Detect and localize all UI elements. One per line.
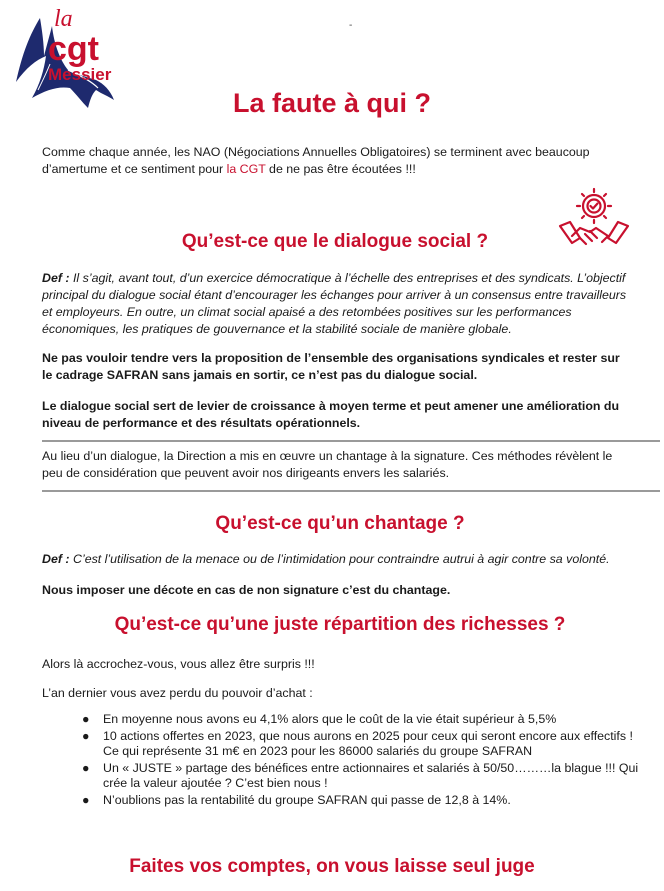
divider-bottom [42, 490, 660, 492]
bullet-icon: ● [82, 792, 90, 807]
bold-paragraph-chantage: Nous imposer une décote en cas de non signature c’est du chantage. [42, 583, 451, 597]
list-item [82, 729, 652, 760]
definition-chantage [42, 551, 632, 568]
list-item-text: En moyenne nous avons eu 4,1% alors que le coût de la vie était supérieur à 5,5% [103, 712, 557, 726]
def-text: Il s’agit, avant tout, d’un exercice démocratique à l’échelle des entreprises et des syndicats. L’objectif principal du dialogue social étant d’encourager les échanges pour arriver à un consensus entre travailleurs et employeurs. En outre, un climat social apaisé a des retombées positives sur les performances économiques, les pratiques de gouvernance et la stabilité sociale de manière globale. [42, 271, 627, 336]
list-item [82, 712, 652, 728]
bold-paragraph-2: Le dialogue social sert de levier de croissance à moyen terme et peut amener une amélioration du niveau de performance et des résultats opérationnels. [42, 399, 620, 430]
heading-dialogue-social: Qu’est-ce que le dialogue social ? [181, 231, 489, 252]
list-item-text: 10 actions offertes en 2023, que nous aurons en 2025 pour ceux qui seront encore aux effectifs ! Ce qui représente 31 m€ en 2023 pour les 86000 salariés du groupe SAFRAN [103, 728, 633, 758]
richesses-line-2: L’an dernier vous avez perdu du pouvoir d’achat : [42, 686, 313, 700]
list-item-text: N’oublions pas la rentabilité du groupe SAFRAN qui passe de 12,8 à 14%. [103, 792, 511, 807]
bullet-icon: ● [82, 760, 90, 775]
header-mark: - [349, 20, 353, 31]
intro-after: de ne pas être écoutées !!! [265, 162, 416, 176]
logo-cgt: cgt [48, 30, 99, 68]
list-item [82, 793, 652, 809]
logo-la: la [54, 6, 73, 32]
bold-paragraph-1: Ne pas vouloir tendre vers la proposition de l’ensemble des organisations syndicales et rester sur le cadrage SAFRAN sans jamais en sortir, ce n’est pas du dialogue social. [42, 351, 620, 382]
list-item [82, 761, 652, 792]
divider-top [42, 440, 660, 442]
richesses-bullet-list [82, 712, 652, 809]
def-label: Def : [42, 271, 70, 285]
list-item-text: Un « JUSTE » partage des bénéfices entre actionnaires et salariés à 50/50………la blague !!! Qui crée la valeur ajoutée ? C’est bien nous ! [103, 760, 639, 790]
footer-heading: Faites vos comptes, on vous laisse seul juge [129, 856, 535, 877]
intro-paragraph [42, 144, 632, 178]
bullet-icon: ● [82, 728, 90, 743]
boxed-paragraph: Au lieu d’un dialogue, la Direction a mis en œuvre un chantage à la signature. Ces méthodes révèlent le peu de considération que peuvent avoir nos dirigeants envers les salariés. [42, 449, 613, 480]
heading-richesses: Qu’est-ce qu’une juste répartition des richesses ? [114, 614, 566, 635]
def-label: Def : [42, 552, 70, 566]
logo-messier: Messier [48, 65, 112, 84]
bullet-icon: ● [82, 712, 90, 726]
def-text: C’est l’utilisation de la menace ou de l’intimidation pour contraindre autrui à agir contre sa volonté. [69, 552, 610, 566]
intro-highlight: la CGT [226, 162, 266, 176]
richesses-line-1: Alors là accrochez-vous, vous allez être surpris !!! [42, 657, 315, 671]
definition-dialogue [42, 270, 632, 338]
heading-chantage: Qu’est-ce qu’un chantage ? [215, 513, 465, 534]
intro-before: Comme chaque année, les NAO (Négociations Annuelles Obligatoires) se terminent avec beaucoup d’amertume et ce sentiment pour [42, 145, 590, 176]
page-title: La faute à qui ? [232, 88, 432, 118]
